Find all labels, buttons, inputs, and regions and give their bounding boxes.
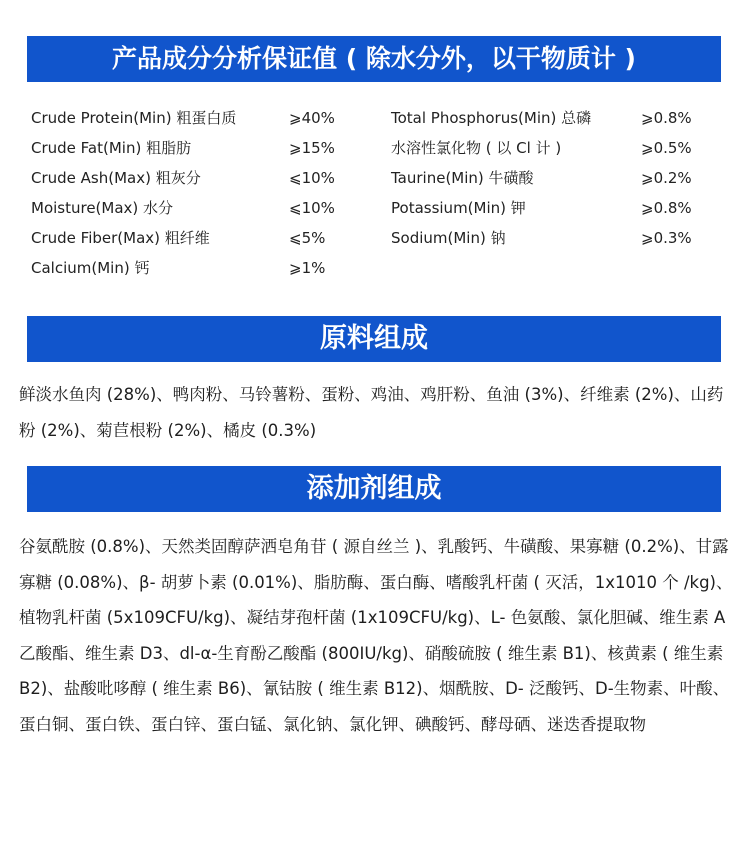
nutrient-value: ⩾0.2% xyxy=(641,169,692,187)
analysis-table xyxy=(31,103,731,283)
analysis-banner: 产品成分分析保证值 ( 除水分外，以干物质计 ) xyxy=(27,36,721,82)
raw-materials-text: 鲜淡水鱼肉 (28%)、鸭肉粉、马铃薯粉、蛋粉、鸡油、鸡肝粉、鱼油 (3%)、纤维素 (2%)、山药粉 (2%)、菊苣根粉 (2%)、橘皮 (0.3%) xyxy=(19,385,724,440)
nutrient-name: 水溶性氯化物 ( 以 Cl 计 ) xyxy=(391,139,562,157)
analysis-row xyxy=(31,223,731,253)
analysis-row xyxy=(31,103,731,133)
nutrient-name: Moisture(Max) 水分 xyxy=(31,199,174,217)
raw-materials-banner: 原料组成 xyxy=(27,316,721,362)
nutrient-value: ⩾0.3% xyxy=(641,229,692,247)
nutrient-name: Taurine(Min) 牛磺酸 xyxy=(391,169,534,187)
analysis-row xyxy=(31,133,731,163)
nutrient-name: Crude Protein(Min) 粗蛋白质 xyxy=(31,109,237,127)
analysis-row xyxy=(31,193,731,223)
additives-text: 谷氨酰胺 (0.8%)、天然类固醇萨洒皂角苷 ( 源自丝兰 )、乳酸钙、牛磺酸、果寡糖 (0.2%)、甘露寡糖 (0.08%)、β- 胡萝卜素 (0.01%)、脂肪酶、蛋白酶、嗜酸乳杆菌 ( 灭活，1x1010 个 /kg)、植物乳杆菌 (5x109CFU/kg)、凝结芽孢杆菌 (1x109CFU/kg)、L- 色氨酸、氯化胆碱、维生素 A乙酸酯、维生素 D3、dl-α-生育酚乙酸酯 (800IU/kg)、硝酸硫胺 ( 维生素 B1)、核黄素 ( 维生素 B2)、盐酸吡哆醇 ( 维生素 B6)、氰钴胺 ( 维生素 B12)、烟酰胺、D- 泛酸钙、D-生物素、叶酸、蛋白铜、蛋白铁、蛋白锌、蛋白锰、氯化钠、氯化钾、碘酸钙、酵母硒、迷迭香提取物 xyxy=(19,537,733,734)
nutrient-name: Sodium(Min) 钠 xyxy=(391,229,506,247)
nutrient-name: Crude Ash(Max) 粗灰分 xyxy=(31,169,201,187)
nutrient-name: Total Phosphorus(Min) 总磷 xyxy=(391,109,592,127)
nutrient-name: Crude Fiber(Max) 粗纤维 xyxy=(31,229,210,247)
nutrient-value: ⩾40% xyxy=(289,109,335,127)
additives-banner: 添加剂组成 xyxy=(27,466,721,512)
nutrient-name: Calcium(Min) 钙 xyxy=(31,259,150,277)
nutrient-value: ⩾15% xyxy=(289,139,335,157)
analysis-row xyxy=(31,253,731,283)
nutrient-value: ⩽10% xyxy=(289,199,335,217)
nutrient-name: Crude Fat(Min) 粗脂肪 xyxy=(31,139,192,157)
analysis-row xyxy=(31,163,731,193)
nutrient-value: ⩽10% xyxy=(289,169,335,187)
nutrient-value: ⩽5% xyxy=(289,229,326,247)
nutrient-name: Potassium(Min) 钾 xyxy=(391,199,526,217)
nutrient-value: ⩾0.5% xyxy=(641,139,692,157)
nutrient-value: ⩾1% xyxy=(289,259,326,277)
nutrient-value: ⩾0.8% xyxy=(641,199,692,217)
nutrient-value: ⩾0.8% xyxy=(641,109,692,127)
